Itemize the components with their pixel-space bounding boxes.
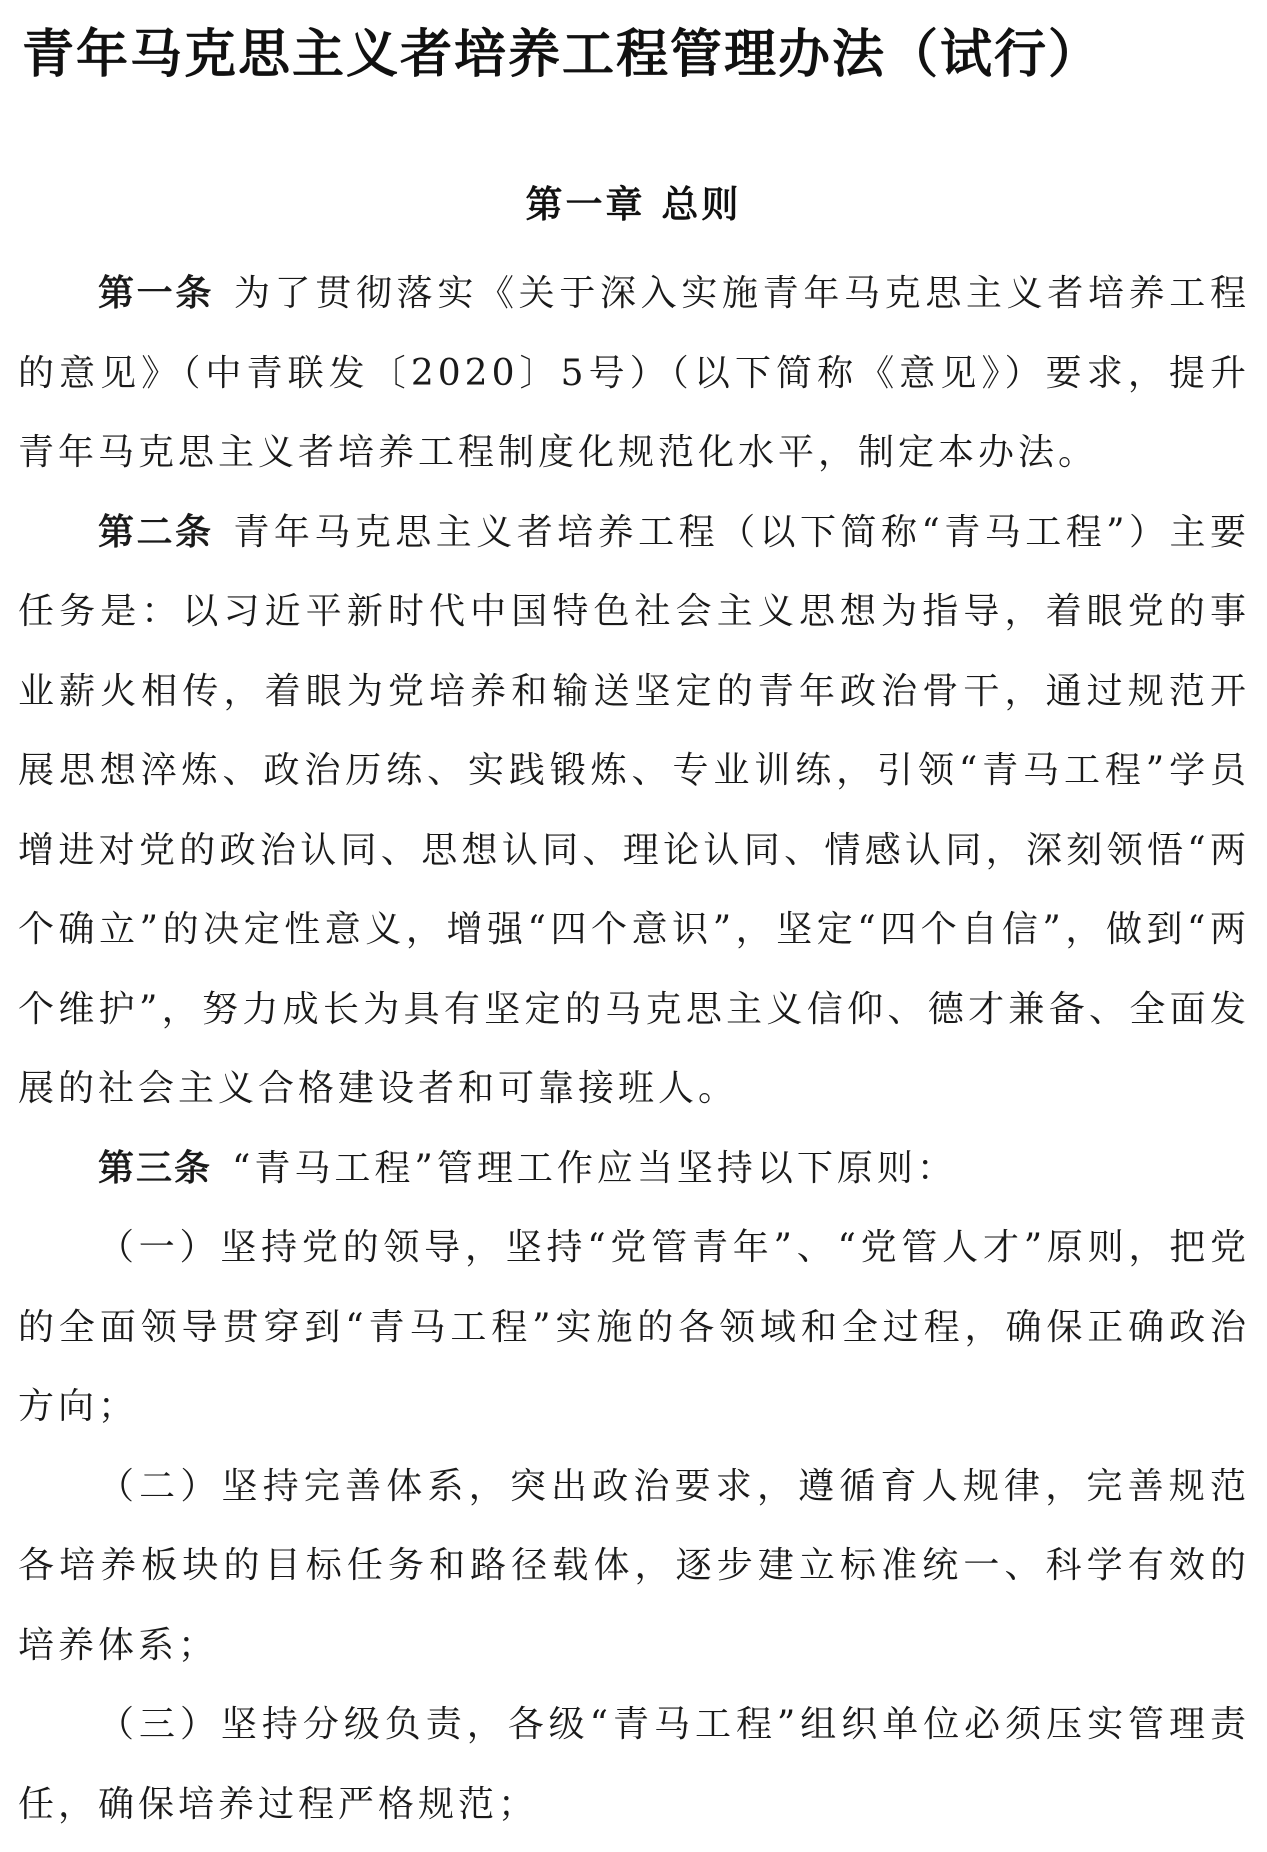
principle-paragraph: （三）坚持分级负责，各级“青马工程”组织单位必须压实管理责任，确保培养过程严格规范； — [18, 1704, 1250, 1825]
article-paragraph — [18, 254, 1250, 493]
article-paragraph — [18, 1129, 1250, 1209]
article-label: 第二条 — [98, 511, 214, 553]
article-text: 为了贯彻落实《关于深入实施青年马克思主义者培养工程的意见》（中青联发〔2020〕5号）（以下简称《意见》）要求，提升青年马克思主义者培养工程制度化规范化水平，制定本办法。 — [18, 273, 1250, 473]
principle-paragraph: （一）坚持党的领导，坚持“党管青年”、“党管人才”原则，把党的全面领导贯穿到“青马工程”实施的各领域和全过程，确保正确政治方向； — [18, 1227, 1250, 1427]
document-body — [18, 254, 1250, 1844]
article-text: “青马工程”管理工作应当坚持以下原则： — [232, 1147, 957, 1189]
document-title: 青年马克思主义者培养工程管理办法（试行） — [22, 25, 1103, 85]
article-paragraph — [18, 493, 1250, 1129]
principle-paragraph: （二）坚持完善体系，突出政治要求，遵循育人规律，完善规范各培养板块的目标任务和路径载体，逐步建立标准统一、科学有效的培养体系； — [18, 1465, 1250, 1666]
article-label: 第三条 — [98, 1147, 213, 1189]
article-label: 第一条 — [98, 273, 214, 314]
article-text: 青年马克思主义者培养工程（以下简称“青马工程”）主要任务是：以习近平新时代中国特色社会主义思想为指导，着眼党的事业薪火相传，着眼为党培养和输送坚定的青年政治骨干，通过规范开展思想淬炼、政治历练、实践锻炼、专业训练，引领“青马工程”学员增进对党的政治认同、思想认同、理论认同、情感认同，深刻领悟“两个确立”的决定性意义，增强“四个意识”，坚定“四个自信”，做到“两个维护”，努力成长为具有坚定的马克思主义信仰、德才兼备、全面发展的社会主义合格建设者和可靠接班人。 — [18, 511, 1250, 1109]
chapter-heading: 第一章 总则 — [525, 183, 742, 226]
